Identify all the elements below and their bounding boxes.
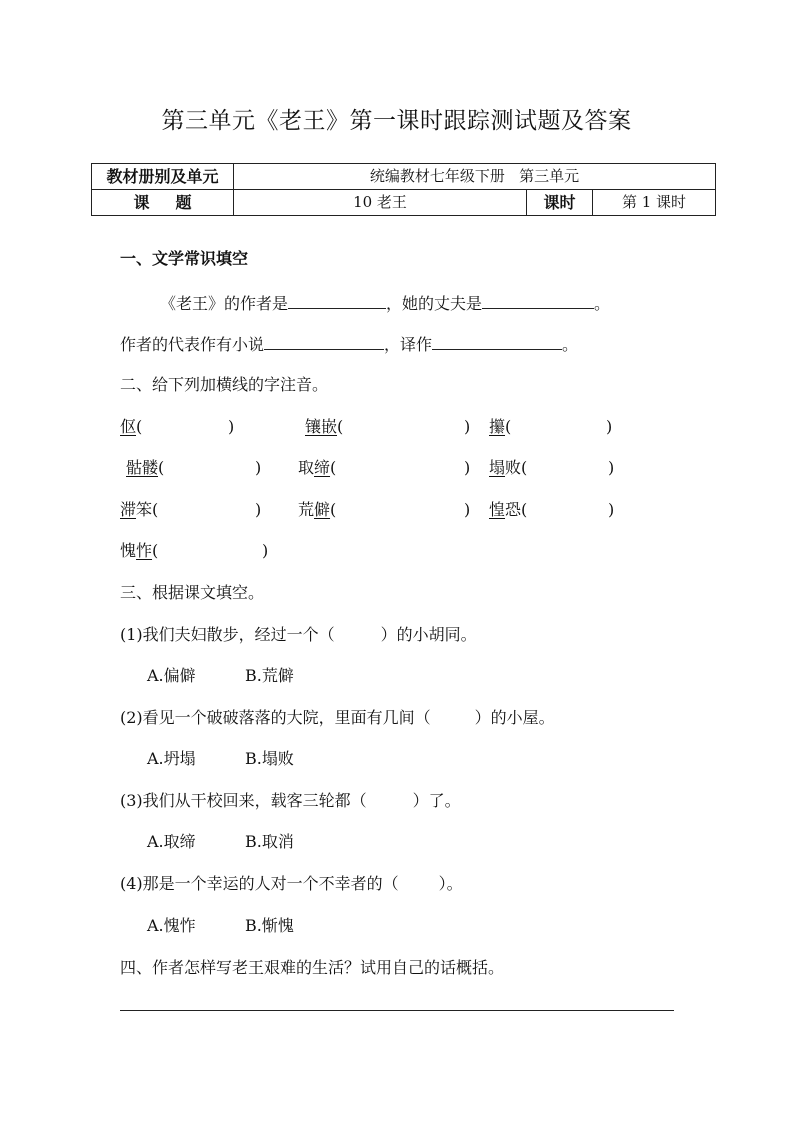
lesson-value: 10 老王 [234,190,527,216]
paren-close: ) [262,541,269,560]
text: ，译作 [384,335,433,354]
paren-close: ) [464,500,471,519]
text: 作者的代表作有小说 [120,335,265,354]
question-1: (1)我们夫妇散步，经过一个（ ）的小胡同。 [120,625,477,644]
pinyin-item: 塌败( [489,458,528,477]
option-a: A.取缔 [147,832,196,851]
label-period: 课时 [527,190,593,216]
period-value: 第 1 课时 [593,190,716,216]
pinyin-item: 惶恐( [489,500,528,519]
text: 。 [562,335,579,354]
paren-close: ) [464,417,471,436]
pinyin-item: 滞笨( [120,500,159,519]
blank-novel[interactable] [264,333,384,350]
label-lesson: 课题 [92,190,234,216]
paren-close: ) [228,417,235,436]
option-a: A.坍塌 [147,749,196,768]
pinyin-item: 镶嵌( [305,417,344,436]
blank-author[interactable] [288,292,386,309]
pinyin-item: 愧怍( [120,541,159,560]
section4-heading: 四、作者怎样写老王艰难的生活？试用自己的话概括。 [120,958,505,977]
paren-close: ) [608,458,615,477]
text: 。 [594,294,611,313]
section1-heading: 一、文学常识填空 [120,249,249,268]
option-a: A.愧怍 [147,916,196,935]
pinyin-item: 骷髅( [126,458,165,477]
section2-heading: 二、给下列加横线的字注音。 [120,375,329,394]
paren-close: ) [255,500,262,519]
question-3: (3)我们从干校回来，载客三轮都（ ）了。 [120,791,461,810]
question-2: (2)看见一个破破落落的大院，里面有几间（ ）的小屋。 [120,708,555,727]
label-book: 教材册别及单元 [92,164,234,190]
info-row-book [92,164,716,190]
section1-line1 [160,292,610,315]
text: 《老王》的作者是 [160,294,289,313]
text: ，她的丈夫是 [386,294,483,313]
option-b: B.取消 [245,832,294,851]
info-table [91,163,716,216]
page-title: 第三单元《老王》第一课时跟踪测试题及答案 [161,108,632,134]
blank-husband[interactable] [482,292,594,309]
section1-line2 [120,333,578,356]
paren-close: ) [608,500,615,519]
paren-close: ) [255,458,262,477]
section3-heading: 三、根据课文填空。 [120,583,265,602]
question-4: (4)那是一个幸运的人对一个不幸者的（ ）。 [120,874,463,893]
option-b: B.塌败 [245,749,294,768]
blank-translation[interactable] [432,333,562,350]
answer-line[interactable] [120,1010,674,1011]
option-a: A.偏僻 [147,666,196,685]
option-b: B.荒僻 [245,666,294,685]
paren-close: ) [606,417,613,436]
pinyin-item: 伛( [120,417,143,436]
pinyin-item: 荒僻( [298,500,337,519]
pinyin-item: 取缔( [298,458,337,477]
book-value: 统编教材七年级下册 第三单元 [234,164,716,190]
pinyin-item: 攥( [489,417,512,436]
info-row-lesson [92,190,716,216]
paren-close: ) [464,458,471,477]
option-b: B.惭愧 [245,916,294,935]
